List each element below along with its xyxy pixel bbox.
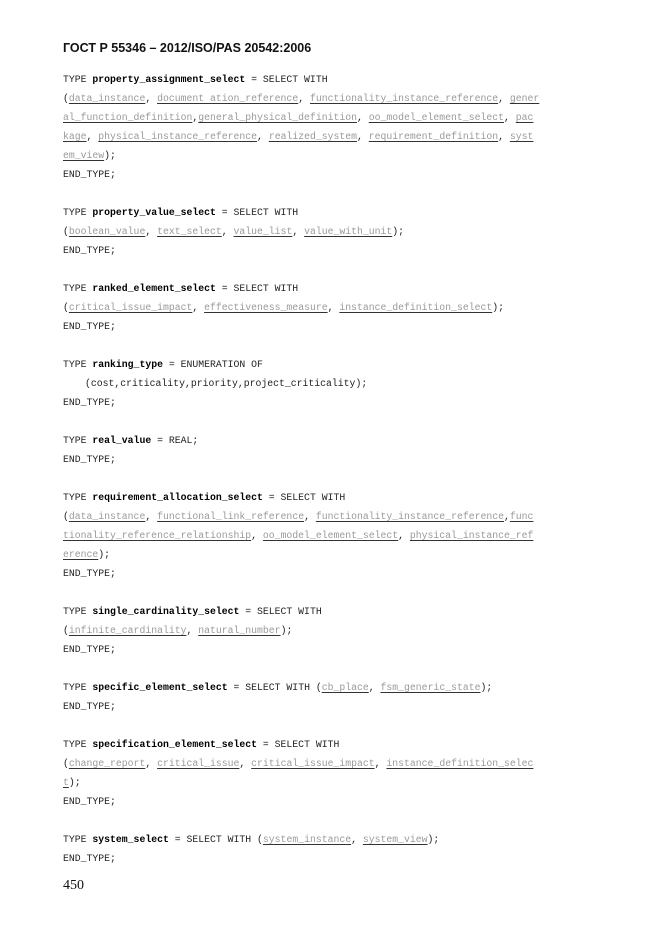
type-name: requirement_allocation_select (92, 492, 263, 503)
type-definition: = REAL; (151, 435, 199, 446)
type-reference: t (63, 777, 69, 788)
code-line (63, 222, 603, 241)
type-keyword: TYPE (63, 606, 93, 617)
type-reference: physical_instance_ref (409, 530, 534, 541)
code-text: ( (63, 93, 69, 104)
type-reference: system_view (362, 834, 428, 845)
type-declaration (63, 678, 603, 697)
code-text: , (239, 758, 252, 769)
code-text: , (368, 682, 381, 693)
type-reference: oo_model_element_select (262, 530, 399, 541)
type-reference: document ation_reference (157, 93, 299, 104)
type-name: system_select (92, 834, 169, 845)
end-type-keyword: END_TYPE; (63, 245, 116, 256)
end-type-keyword: END_TYPE; (63, 454, 116, 465)
code-text: , (298, 93, 310, 104)
blank-line (63, 716, 603, 735)
type-reference: system_instance (262, 834, 352, 845)
type-definition: = SELECT WITH (215, 283, 299, 294)
code-text: ); (104, 150, 116, 161)
code-text: , (186, 625, 199, 636)
type-keyword: TYPE (63, 739, 93, 750)
type-declaration (63, 279, 603, 298)
blank-line (63, 659, 603, 678)
code-text: , (221, 226, 234, 237)
type-reference: data_instance (68, 93, 146, 104)
type-reference: physical_instance_reference (98, 131, 258, 142)
page-number: 450 (63, 878, 84, 893)
code-text: , (503, 112, 516, 123)
type-reference: data_instance (68, 511, 146, 522)
code-text: ( (63, 625, 69, 636)
blank-line (63, 184, 603, 203)
type-reference: instance_definition_select (339, 302, 493, 313)
type-keyword: TYPE (63, 492, 93, 503)
type-reference: infinite_cardinality (68, 625, 187, 636)
code-line (63, 773, 603, 792)
end-type-keyword: END_TYPE; (63, 796, 116, 807)
code-text: ); (427, 834, 440, 845)
type-reference: functional_link_reference (157, 511, 305, 522)
code-text: ( (63, 511, 69, 522)
code-text: , (145, 758, 158, 769)
type-keyword: TYPE (63, 359, 93, 370)
code-text: ); (480, 682, 493, 693)
type-reference: value_list (233, 226, 293, 237)
type-declaration (63, 735, 603, 754)
type-name: property_value_select (92, 207, 216, 218)
code-line (63, 526, 603, 545)
type-declaration (63, 431, 603, 450)
type-declaration (63, 203, 603, 222)
code-text: , (257, 131, 269, 142)
end-type-keyword: END_TYPE; (63, 568, 116, 579)
blank-line (63, 260, 603, 279)
type-name: property_assignment_select (92, 74, 246, 85)
type-keyword: TYPE (63, 207, 93, 218)
blank-line (63, 811, 603, 830)
code-text: ); (98, 549, 111, 560)
type-definition: = SELECT WITH (262, 492, 346, 503)
type-definition: = SELECT WITH ( (168, 834, 263, 845)
code-text: , (86, 131, 99, 142)
code-text: , (292, 226, 305, 237)
type-reference: functionality_instance_reference (315, 511, 504, 522)
type-reference: effectiveness_measure (204, 302, 328, 313)
type-reference: syst (509, 131, 534, 142)
type-definition: = SELECT WITH (215, 207, 299, 218)
type-reference: kage (63, 131, 87, 142)
code-line (63, 621, 603, 640)
end-type-keyword: END_TYPE; (63, 701, 116, 712)
type-reference: func (509, 511, 534, 522)
end-type-keyword: END_TYPE; (63, 397, 116, 408)
code-text: , (192, 302, 205, 313)
code-text: ); (280, 625, 293, 636)
type-keyword: TYPE (63, 682, 93, 693)
code-line (63, 127, 603, 146)
blank-line (63, 412, 603, 431)
type-keyword: TYPE (63, 74, 93, 85)
type-name: specific_element_select (92, 682, 228, 693)
code-text: ); (68, 777, 81, 788)
code-line (63, 89, 603, 108)
code-text: , (145, 226, 158, 237)
type-declaration (63, 830, 603, 849)
express-code-listing (63, 70, 603, 868)
type-reference: tionality_reference_relationship (63, 530, 252, 541)
type-reference: critical_issue (157, 758, 240, 769)
type-reference: critical_issue_impact (251, 758, 375, 769)
code-line (63, 298, 603, 317)
type-name: specification_element_select (92, 739, 258, 750)
type-reference: pac (515, 112, 534, 123)
type-definition: = SELECT WITH (245, 74, 328, 85)
code-text: , (498, 131, 510, 142)
code-text: , (398, 530, 410, 541)
type-reference: gener (509, 93, 540, 104)
type-reference: text_select (157, 226, 222, 237)
type-name: single_cardinality_select (92, 606, 240, 617)
end-type-keyword: END_TYPE; (63, 644, 116, 655)
code-text: ( (63, 758, 69, 769)
code-text: , (145, 93, 158, 104)
type-reference: change_report (68, 758, 146, 769)
code-text: ); (392, 226, 405, 237)
code-line (63, 374, 603, 393)
type-name: ranking_type (92, 359, 163, 370)
type-keyword: TYPE (63, 283, 93, 294)
code-text: , (351, 834, 363, 845)
code-text: ); (492, 302, 504, 313)
code-text: ( (63, 302, 69, 313)
code-text: (cost,criticality,priority,project_criticality); (85, 378, 368, 389)
code-text: , (503, 511, 510, 522)
type-reference: realized_system (268, 131, 357, 142)
type-declaration (63, 70, 603, 89)
code-text: , (356, 112, 369, 123)
type-reference: requirement_definition (368, 131, 499, 142)
end-type-keyword: END_TYPE; (63, 321, 116, 332)
blank-line (63, 469, 603, 488)
code-text: , (251, 530, 263, 541)
code-line (63, 754, 603, 773)
type-definition: = SELECT WITH (239, 606, 322, 617)
type-reference: fsm_generic_state (380, 682, 481, 693)
type-reference: value_with_unit (304, 226, 393, 237)
type-reference: general_physical_definition (198, 112, 357, 123)
code-text: ( (63, 226, 69, 237)
code-line (63, 545, 603, 564)
type-declaration (63, 355, 603, 374)
type-reference: al_function_definition (63, 112, 193, 123)
type-definition: = SELECT WITH (257, 739, 340, 750)
type-reference: oo_model_element_select (368, 112, 504, 123)
end-type-keyword: END_TYPE; (63, 169, 116, 180)
type-declaration (63, 488, 603, 507)
type-definition: = SELECT WITH ( (227, 682, 322, 693)
type-declaration (63, 602, 603, 621)
type-reference: erence (63, 549, 99, 560)
code-line (63, 146, 603, 165)
type-name: real_value (92, 435, 152, 446)
code-line (63, 507, 603, 526)
code-text: , (327, 302, 340, 313)
type-keyword: TYPE (63, 834, 93, 845)
type-keyword: TYPE (63, 435, 93, 446)
blank-line (63, 336, 603, 355)
type-reference: critical_issue_impact (68, 302, 193, 313)
code-text: , (192, 112, 199, 123)
blank-line (63, 583, 603, 602)
end-type-keyword: END_TYPE; (63, 853, 116, 864)
code-text: , (357, 131, 369, 142)
code-text: , (374, 758, 387, 769)
type-reference: cb_place (321, 682, 369, 693)
code-line (63, 108, 603, 127)
type-reference: boolean_value (68, 226, 146, 237)
code-text: , (145, 511, 158, 522)
type-name: ranked_element_select (92, 283, 216, 294)
type-reference: functionality_instance_reference (309, 93, 499, 104)
code-text: , (304, 511, 316, 522)
code-text: , (498, 93, 510, 104)
document-header: ГОСТ Р 55346 – 2012/ISO/PAS 20542:2006 (63, 41, 312, 55)
type-reference: instance_definition_selec (386, 758, 534, 769)
type-reference: em_view (63, 150, 105, 161)
type-reference: natural_number (198, 625, 281, 636)
type-definition: = ENUMERATION OF (162, 359, 263, 370)
